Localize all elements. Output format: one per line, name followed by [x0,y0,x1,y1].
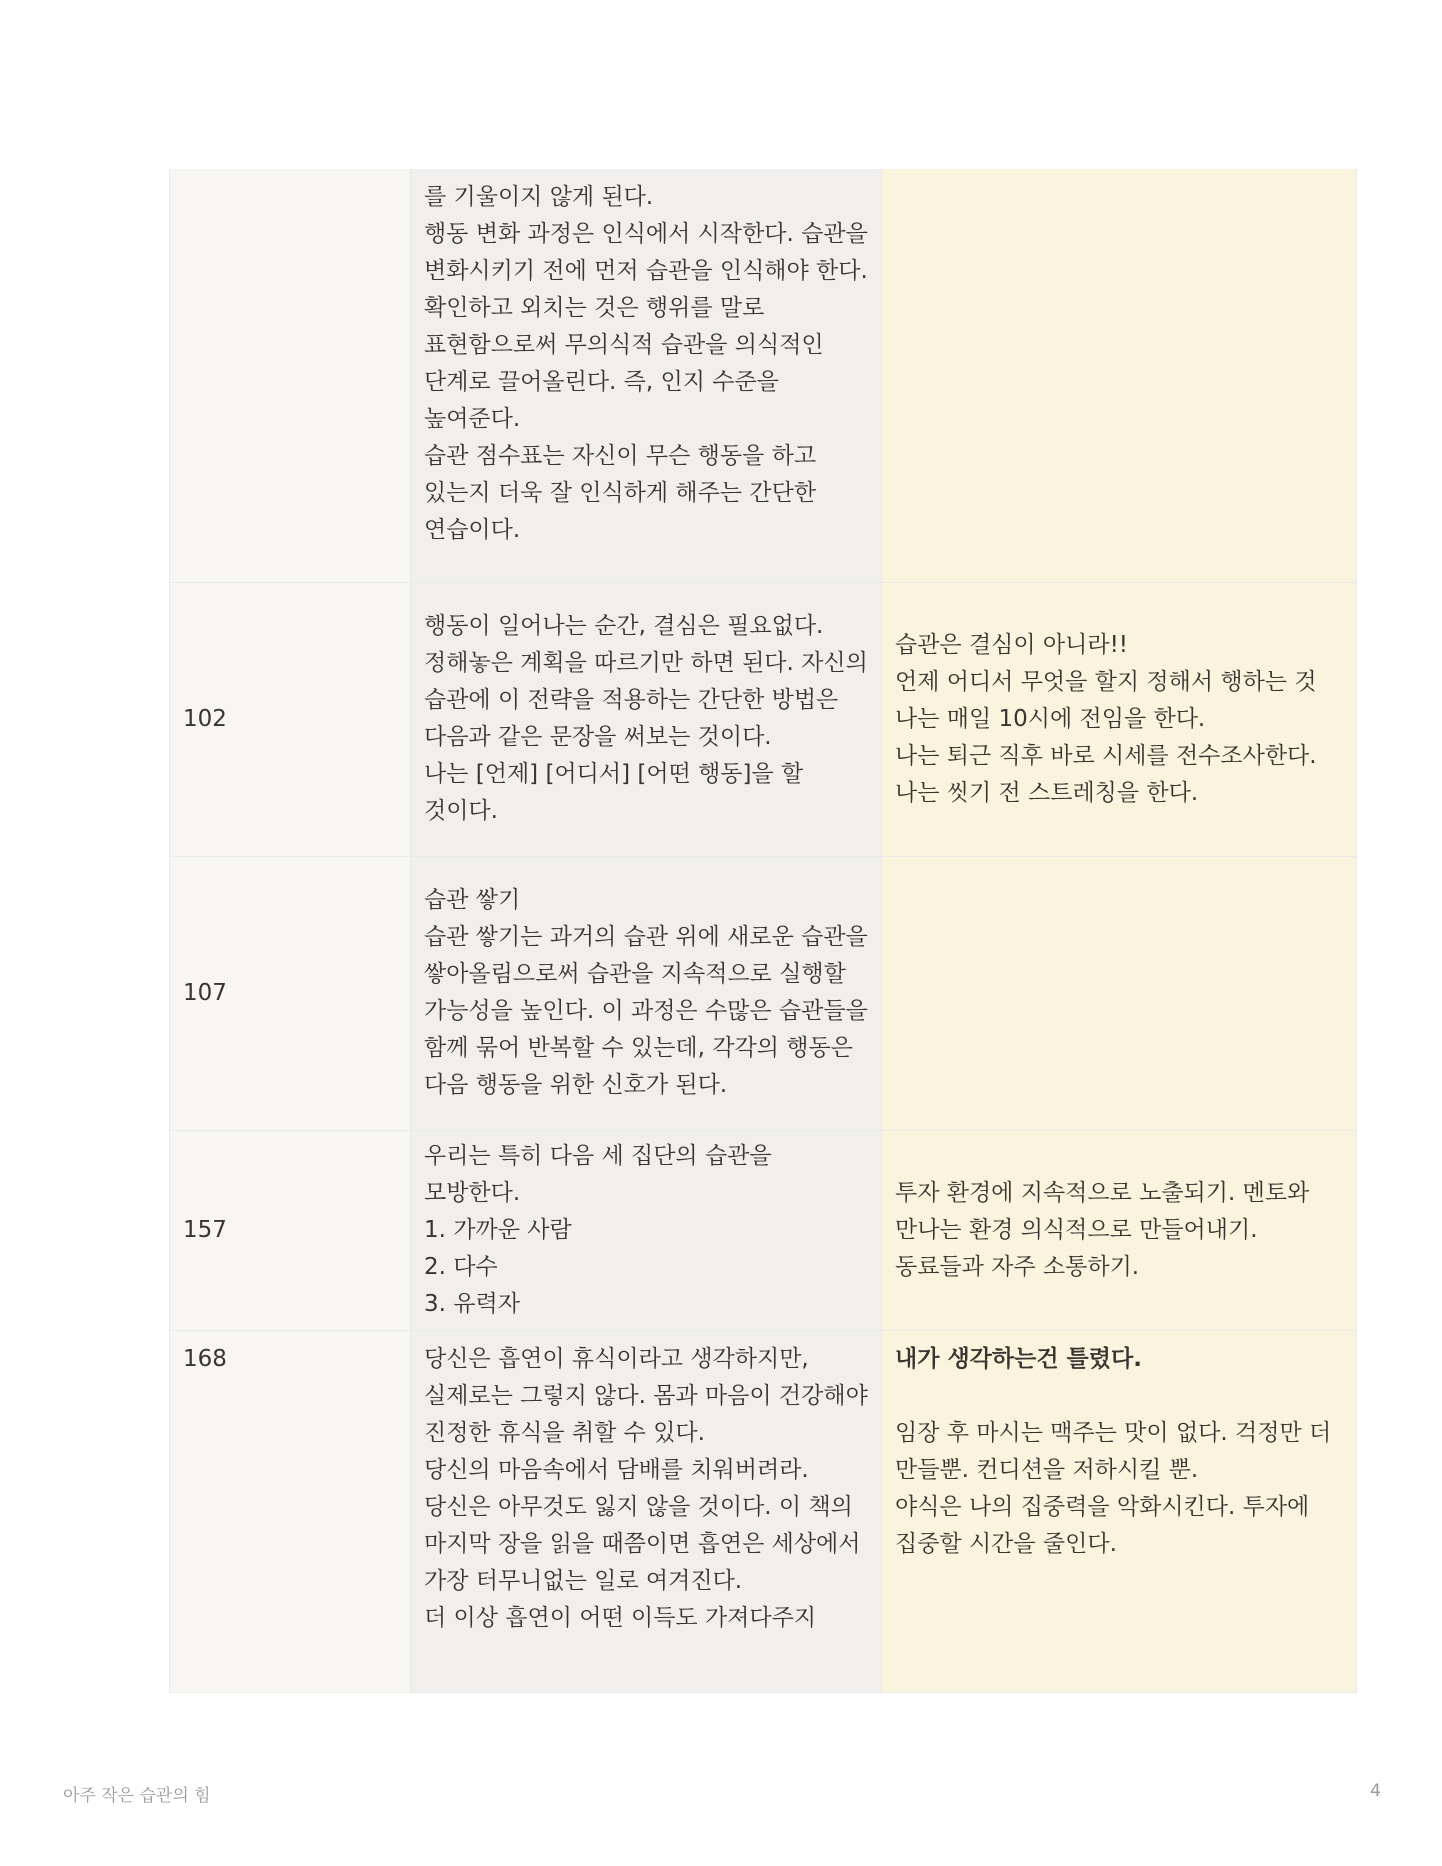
page-cell [170,169,411,582]
page-cell: 168 [170,1330,411,1692]
table-row [170,856,1357,1130]
note-cell [882,856,1357,1130]
quote-cell: 당신은 흡연이 휴식이라고 생각하지만, 실제로는 그렇지 않다. 몸과 마음이 건강해야 진정한 휴식을 취할 수 있다. 당신의 마음속에서 담배를 치워버려라. 당신은 아무것도 잃지 않을 것이다. 이 책의 마지막 장을 읽을 때쯤이면 흡연은 세상에서 가장 터무니없는 일로 여겨진다. 더 이상 흡연이 어떤 이득도 가져다주지 [411,1330,882,1692]
table-row [170,169,1357,582]
notes-table [169,169,1357,1693]
table-row [170,1330,1357,1692]
footer-page-number: 4 [1370,1781,1381,1801]
note-cell [882,169,1357,582]
note-body: 임장 후 마시는 맥주는 맛이 없다. 걱정만 더 만들뿐. 컨디션을 저하시킬 뿐. 야식은 나의 집중력을 악화시킨다. 투자에 집중할 시간을 줄인다. [895,1419,1332,1557]
note-cell: 습관은 결심이 아니라!! 언제 어디서 무엇을 할지 정해서 행하는 것 나는 매일 10시에 전임을 한다. 나는 퇴근 직후 바로 시세를 전수조사한다. 나는 씻기 전 스트레칭을 한다. [882,582,1357,856]
quote-cell: 습관 쌓기 습관 쌓기는 과거의 습관 위에 새로운 습관을 쌓아올림으로써 습관을 지속적으로 실행할 가능성을 높인다. 이 과정은 수많은 습관들을 함께 묶어 반복할 수 있는데, 각각의 행동은 다음 행동을 위한 신호가 된다. [411,856,882,1130]
quote-cell: 우리는 특히 다음 세 집단의 습관을 모방한다. 1. 가까운 사람 2. 다수 3. 유력자 [411,1130,882,1330]
quote-cell: 행동이 일어나는 순간, 결심은 필요없다. 정해놓은 계획을 따르기만 하면 된다. 자신의 습관에 이 전략을 적용하는 간단한 방법은 다음과 같은 문장을 써보는 것이다. 나는 [언제] [어디서] [어떤 행동]을 할 것이다. [411,582,882,856]
note-cell: 투자 환경에 지속적으로 노출되기. 멘토와 만나는 환경 의식적으로 만들어내기. 동료들과 자주 소통하기. [882,1130,1357,1330]
page-cell: 102 [170,582,411,856]
note-cell [882,1330,1357,1692]
table-row [170,1130,1357,1330]
footer-title: 아주 작은 습관의 힘 [63,1786,211,1806]
page-cell: 157 [170,1130,411,1330]
table-row [170,582,1357,856]
quote-cell: 를 기울이지 않게 된다. 행동 변화 과정은 인식에서 시작한다. 습관을 변화시키기 전에 먼저 습관을 인식해야 한다. 확인하고 외치는 것은 행위를 말로 표현함으로써 무의식적 습관을 의식적인 단계로 끌어올린다. 즉, 인지 수준을 높여준다. 습관 점수표는 자신이 무슨 행동을 하고 있는지 더욱 잘 인식하게 해주는 간단한 연습이다. [411,169,882,582]
page-cell: 107 [170,856,411,1130]
note-heading: 내가 생각하는건 틀렸다. [895,1345,1142,1372]
